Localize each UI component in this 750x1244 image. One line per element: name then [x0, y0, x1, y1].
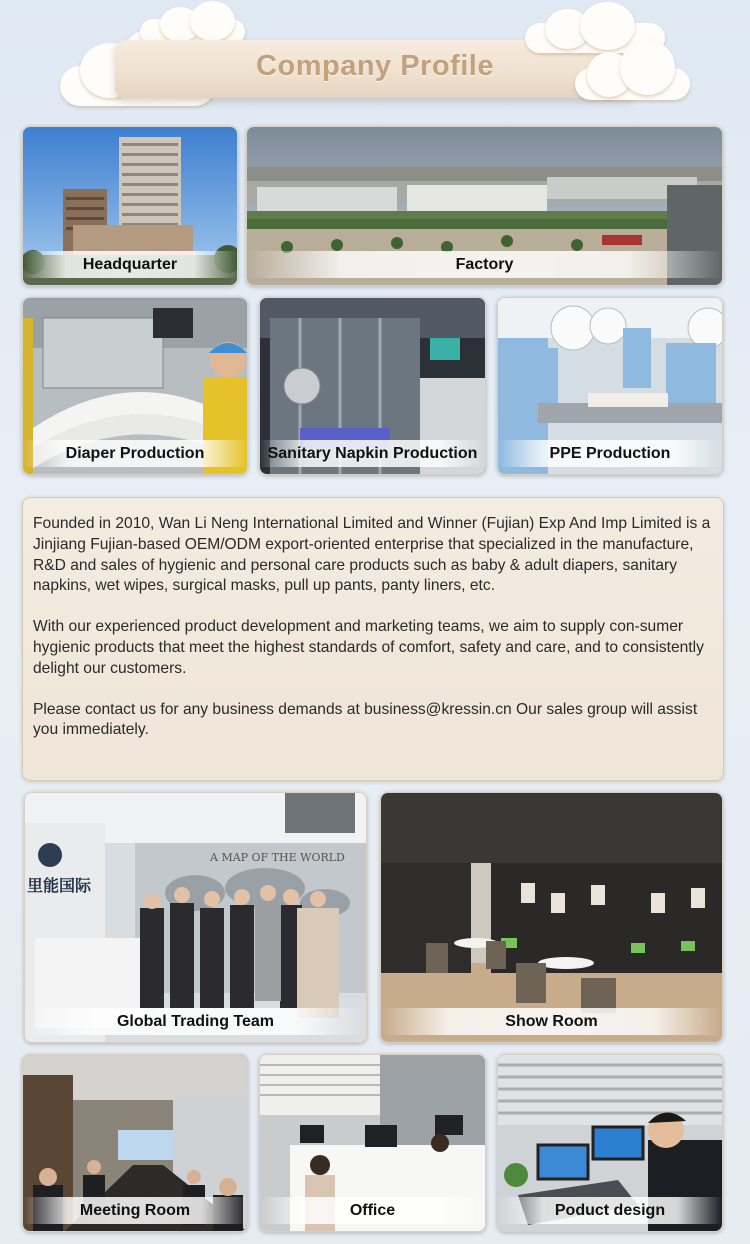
page-title: Company Profile	[256, 50, 494, 82]
photo-factory	[246, 126, 723, 286]
caption-sanitary-napkin-production: Sanitary Napkin Production	[260, 440, 485, 467]
photo-diaper-production	[22, 297, 248, 475]
photo-headquarter	[22, 126, 238, 286]
photo-meeting-room	[22, 1054, 248, 1232]
photo-global-trading-team	[24, 792, 367, 1043]
photo-sanitary-napkin-production	[259, 297, 486, 475]
intro-paragraph-3: Please contact us for any business demands at business@kressin.cn Our sales group will assist you immediately.	[33, 700, 698, 739]
intro-paragraph-2: With our experienced product development and marketing teams, we aim to supply con-sumer hygienic products that meet the highest standards of comfort, safety and care, and to consistently delight our customers.	[33, 618, 704, 677]
caption-show-room: Show Room	[381, 1008, 722, 1035]
wall-map-text: A MAP OF THE WORLD	[210, 851, 345, 864]
header-banner	[60, 10, 690, 110]
cloud-top-left-decoration	[140, 5, 250, 45]
caption-factory: Factory	[247, 251, 722, 278]
caption-meeting-room: Meeting Room	[23, 1197, 247, 1224]
show-room-image	[381, 793, 723, 1043]
global-trading-team-image	[25, 793, 367, 1043]
caption-product-design: Poduct design	[498, 1197, 722, 1224]
photo-product-design	[497, 1054, 723, 1232]
caption-global-trading-team: Global Trading Team	[25, 1008, 366, 1035]
company-logo-text: 里能国际	[27, 876, 92, 895]
caption-office: Office	[260, 1197, 485, 1224]
photo-ppe-production	[497, 297, 723, 475]
photo-show-room	[380, 792, 723, 1043]
caption-diaper-production: Diaper Production	[23, 440, 247, 467]
caption-headquarter: Headquarter	[23, 251, 237, 278]
intro-paragraph-1: Founded in 2010, Wan Li Neng International Limited and Winner (Fujian) Exp And Imp Limited is a Jinjiang Fujian-based OEM/ODM export-oriented enterprise that specialized in the manufacture, R&D and sales of hygienic and personal care products such as baby & adult diapers, sanitary napkins, wet wipes, surgical masks, pull up pants, panty liners, etc.	[33, 515, 711, 595]
caption-ppe-production: PPE Production	[498, 440, 722, 467]
company-intro-card	[22, 497, 724, 781]
photo-office	[259, 1054, 486, 1232]
